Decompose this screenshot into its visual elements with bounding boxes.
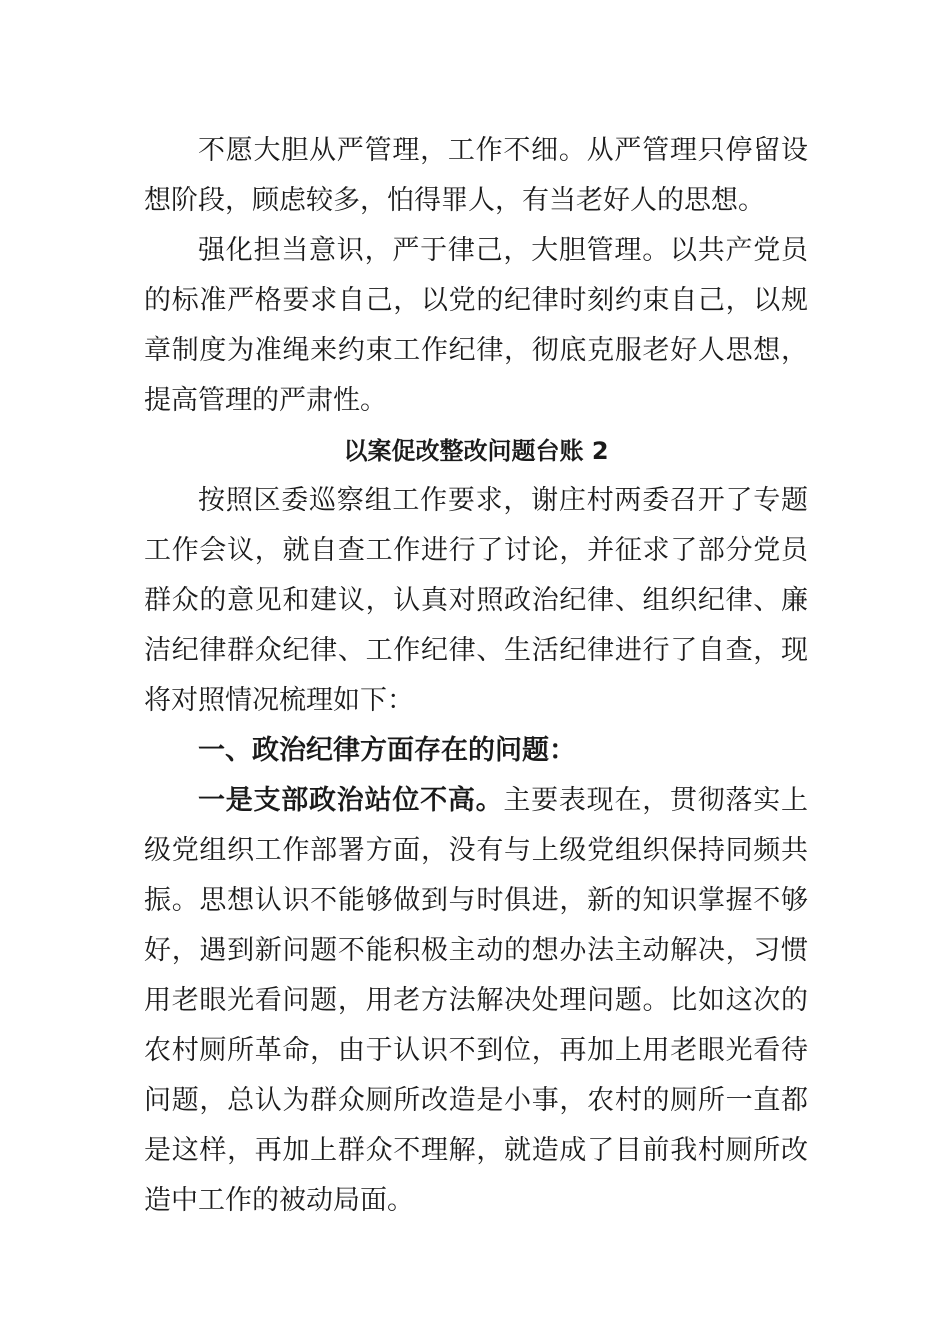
section-title: 以案促改整改问题台账 2 (343, 437, 609, 465)
heading-political-discipline: 一、政治纪律方面存在的问题： (198, 735, 576, 766)
paragraph-intro: 按照区委巡察组工作要求，谢庄村两委召开了专题工作会议，就自查工作进行了讨论，并征求了部分党员群众的意见和建议，认真对照政治纪律、组织纪律、廉洁纪律群众纪律、工作纪律、生活纪律进行了自查，现将对照情况梳理如下： (144, 485, 808, 716)
paragraph-management: 不愿大胆从严管理，工作不细。从严管理只停留设想阶段，顾虑较多，怕得罪人，有当老好人的思想。 (144, 135, 808, 216)
paragraph-lead-rest: 主要表现在，贯彻落实上级党组织工作部署方面，没有与上级党组织保持同频共振。思想认识不能够做到与时俱进，新的知识掌握不够好，遇到新问题不能积极主动的想办法主动解决，习惯用老眼光看问题，用老方法解决处理问题。比如这次的农村厕所革命，由于认识不到位，再加上用老眼光看待问题，总认为群众厕所改造是小事，农村的厕所一直都是这样，再加上群众不理解，就造成了目前我村厕所改造中工作的被动局面。 (144, 785, 809, 1216)
document-body (144, 126, 808, 1226)
paragraph-responsibility: 强化担当意识，严于律己，大胆管理。以共产党员的标准严格要求自己，以党的纪律时刻约束自己，以规章制度为准绳来约束工作纪律，彻底克服老好人思想，提高管理的严肃性。 (144, 235, 808, 416)
paragraph-political-position (144, 776, 808, 1226)
paragraph-lead-bold: 一是支部政治站位不高。 (198, 785, 504, 816)
